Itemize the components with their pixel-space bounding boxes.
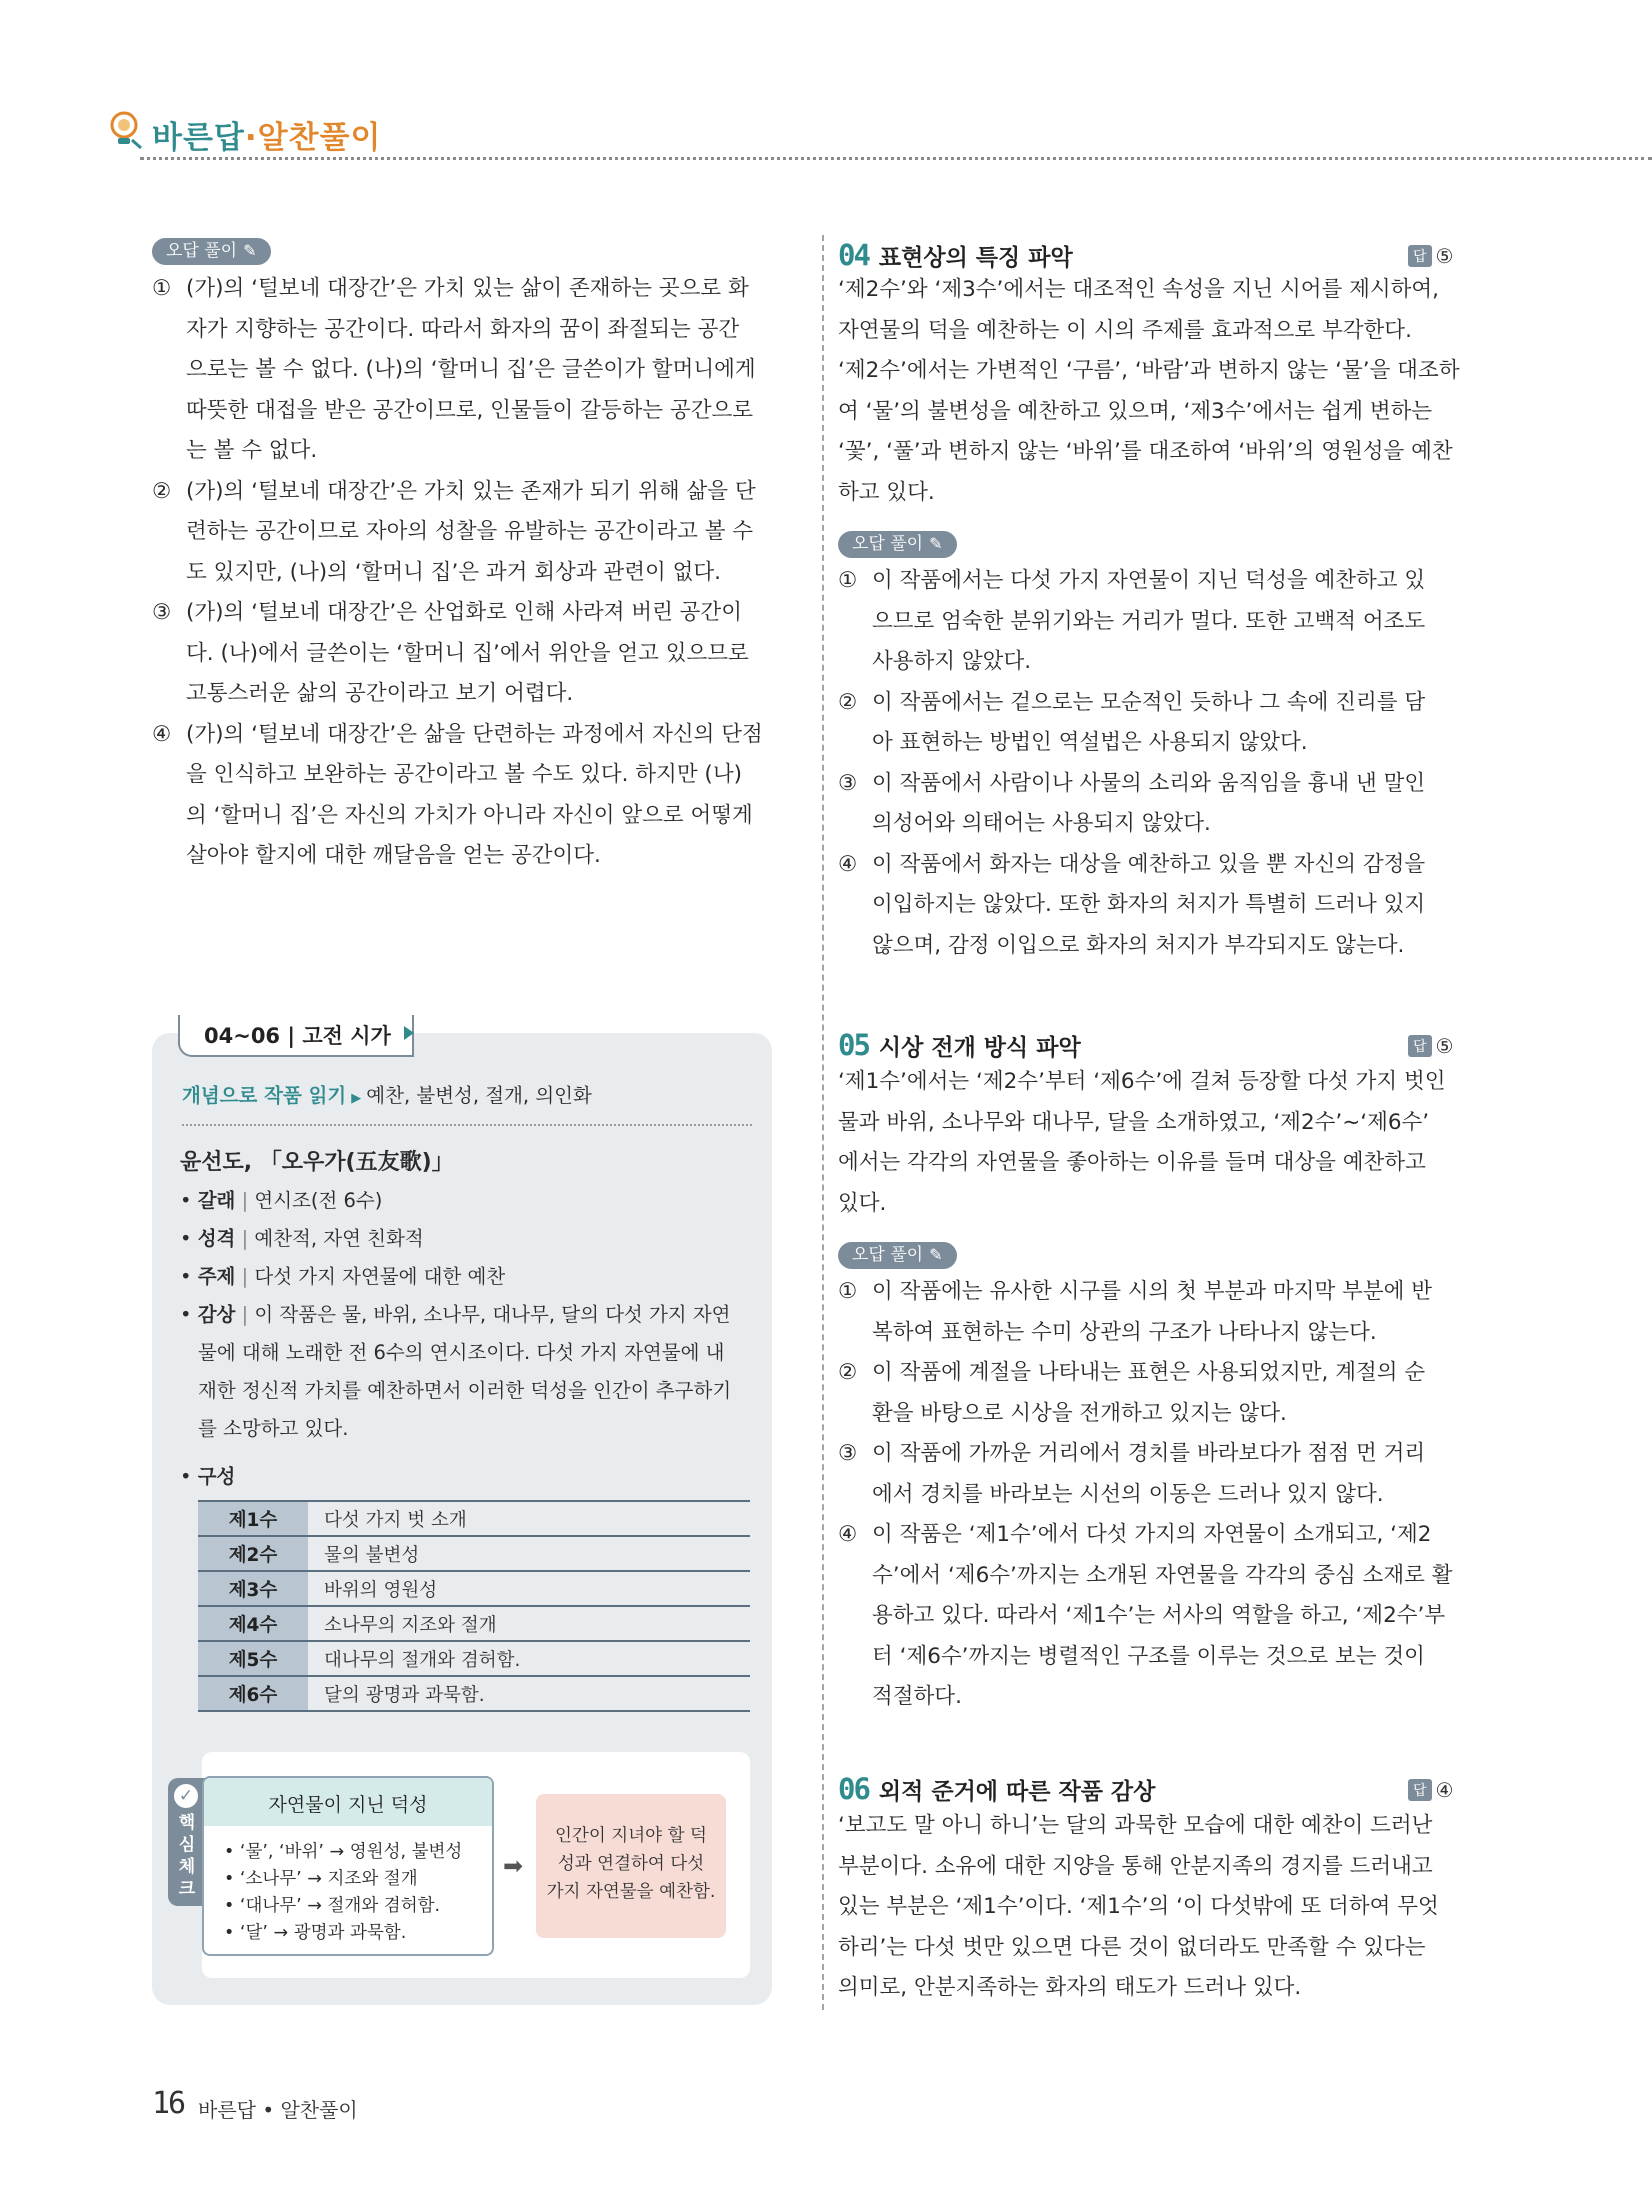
text-line: 아 표현하는 방법인 역설법은 사용되지 않았다. (872, 730, 1308, 755)
item-number: ② (152, 478, 172, 504)
item-lines (872, 1272, 1432, 1353)
text-line: (가)의 ‘털보네 대장간’은 가치 있는 존재가 되기 위해 삶을 단 (186, 478, 756, 504)
info-value: 이 작품은 물, 바위, 소나무, 대나무, 달의 다섯 가지 자연 (254, 1303, 731, 1326)
structure-value: 물의 불변성 (308, 1536, 750, 1571)
item-lines (872, 1353, 1425, 1434)
box-tab-label: 04~06 | 고전 시가 (204, 1024, 391, 1048)
result-text (536, 1822, 726, 1906)
structure-value: 다섯 가지 벗 소개 (308, 1501, 750, 1536)
text-line: 터 ‘제6수’까지는 병렬적인 구조를 이루는 것으로 보는 것이 (872, 1643, 1425, 1669)
column-divider (822, 235, 824, 2010)
section-number: 04 (838, 238, 869, 272)
text-line: 복하여 표현하는 수미 상관의 구조가 나타나지 않는다. (872, 1319, 1377, 1345)
pencil-icon: ✎ (929, 534, 943, 553)
structure-key: 제6수 (198, 1676, 308, 1711)
text-line: 물과 바위, 소나무와 대나무, 달을 소개하였고, ‘제2수’~‘제6수’ (838, 1109, 1430, 1135)
tab-triangle-icon (404, 1026, 414, 1040)
structure-key: 제4수 (198, 1606, 308, 1641)
answer-value: ④ (1435, 1778, 1454, 1802)
text-line: 하고 있다. (838, 479, 935, 505)
list-item (838, 1515, 1452, 1718)
wrong-explanations (838, 561, 1425, 966)
result-line: 가지 자연물을 예찬함. (546, 1882, 716, 1902)
section-header (838, 1028, 1081, 1062)
core-check-char: 체 (178, 1857, 196, 1877)
structure-value: 소나무의 지조와 절개 (308, 1606, 750, 1641)
item-number: ③ (838, 770, 858, 796)
info-item: • 주제 | 다섯 가지 자연물에 대한 예찬 (180, 1265, 506, 1288)
virtue-item: • ‘물’, ‘바위’ → 영원성, 불변성 (224, 1842, 463, 1862)
pill-label: 오답 풀이 (852, 534, 924, 554)
text-line: 이 작품에 가까운 거리에서 경치를 바라보다가 점점 먼 거리 (872, 1441, 1426, 1466)
item-number: ③ (838, 1441, 858, 1466)
text-line: 사용하지 않았다. (872, 649, 1032, 674)
item-lines (186, 593, 749, 715)
text-line: 여 ‘물’의 불변성을 예찬하고 있으며, ‘제3수’에서는 쉽게 변하는 (838, 398, 1433, 424)
wrong-answer-pill (838, 1242, 957, 1269)
info-continuation: 를 소망하고 있다. (198, 1417, 349, 1440)
pencil-icon: ✎ (243, 241, 257, 260)
text-line: 이 작품은 ‘제1수’에서 다섯 가지의 자연물이 소개되고, ‘제2 (872, 1522, 1432, 1547)
text-line: (가)의 ‘털보네 대장간’은 가치 있는 삶이 존재하는 곳으로 화 (186, 276, 749, 301)
section-header (838, 1772, 1155, 1806)
table-row (198, 1501, 750, 1536)
section-number: 05 (838, 1028, 869, 1062)
info-value: 다섯 가지 자연물에 대한 예찬 (254, 1265, 506, 1288)
list-item (152, 715, 763, 877)
section-body (838, 1062, 1446, 1224)
item-lines (872, 1434, 1425, 1515)
list-item (152, 269, 763, 472)
text-line: 부분이다. 소유에 대한 지양을 통해 안분지족의 경지를 드러내고 (838, 1853, 1433, 1879)
item-number: ① (838, 568, 858, 593)
work-title: 윤선도, 「오우가(五友歌)」 (180, 1150, 454, 1175)
text-line: 의미로, 안분지족하는 화자의 태도가 드러나 있다. (838, 1975, 1302, 2000)
text-line: 자연물의 덕을 예찬하는 이 시의 주제를 효과적으로 부각한다. (838, 317, 1412, 343)
text-line: 수’에서 ‘제6수’까지는 소개된 자연물을 각각의 중심 소재로 활 (872, 1562, 1453, 1588)
structure-table (198, 1500, 750, 1712)
item-lines (186, 269, 756, 472)
section-body (838, 270, 1460, 513)
section-body (838, 1806, 1439, 2009)
item-number: ① (152, 276, 172, 301)
item-lines (186, 715, 763, 877)
item-lines (872, 1515, 1452, 1718)
item-number: ④ (152, 721, 172, 747)
text-line: 으로는 볼 수 없다. (나)의 ‘할머니 집’은 글쓴이가 할머니에게 (186, 357, 756, 382)
triangle-right-icon: ▶ (351, 1091, 362, 1106)
structure-key: 제5수 (198, 1641, 308, 1676)
section-title: 표현상의 특징 파악 (878, 245, 1073, 271)
list-item (838, 845, 1425, 967)
item-number: ④ (838, 1522, 858, 1547)
answer-mark (1408, 1034, 1453, 1058)
structure-value: 바위의 영원성 (308, 1571, 750, 1606)
info-continuation: 물에 대해 노래한 전 6수의 연시조이다. 다섯 가지 자연물에 내 (198, 1341, 725, 1364)
table-row (198, 1536, 750, 1571)
text-line: 적절하다. (872, 1684, 962, 1709)
page-header-title: 바른답·알찬풀이 (152, 120, 382, 156)
item-lines (186, 472, 756, 594)
pill-label: 오답 풀이 (852, 1245, 924, 1265)
text-line: 따뜻한 대접을 받은 공간이므로, 인물들이 갈등하는 공간으로 (186, 397, 754, 423)
answer-label: 답 (1408, 245, 1432, 267)
text-line: 의성어와 의태어는 사용되지 않았다. (872, 811, 1211, 836)
text-line: ‘보고도 말 아니 하니’는 달의 과묵한 모습에 대한 예찬이 드러난 (838, 1813, 1433, 1838)
answer-label: 답 (1408, 1035, 1432, 1057)
concept-line: 개념으로 작품 읽기 ▶ 예찬, 불변성, 절개, 의인화 (182, 1084, 592, 1107)
text-line: 이 작품에서 화자는 대상을 예찬하고 있을 뿐 자신의 감정을 (872, 851, 1426, 877)
structure-key: 제1수 (198, 1501, 308, 1536)
info-item: • 감상 | 이 작품은 물, 바위, 소나무, 대나무, 달의 다섯 가지 자연 (180, 1303, 731, 1326)
info-key: 감상 (197, 1303, 236, 1326)
structure-value: 대나무의 절개와 겸허함. (308, 1641, 750, 1676)
text-line: 이 작품에 계절을 나타내는 표현은 사용되었지만, 계절의 순 (872, 1360, 1426, 1385)
list-item (152, 472, 763, 594)
text-line: 이 작품에서 사람이나 사물의 소리와 움직임을 흉내 낸 말인 (872, 770, 1426, 796)
info-value: 예찬적, 자연 친화적 (254, 1227, 424, 1250)
table-row (198, 1571, 750, 1606)
text-line: ‘꽃’, ‘풀’과 변하지 않는 ‘바위’를 대조하여 ‘바위’의 영원성을 예찬 (838, 439, 1453, 464)
text-line: 도 있지만, (나)의 ‘할머니 집’은 과거 회상과 관련이 없다. (186, 559, 721, 585)
list-item (838, 561, 1425, 683)
text-line: ‘제2수’와 ‘제3수’에서는 대조적인 속성을 지닌 시어를 제시하여, (838, 277, 1439, 302)
text-line: 고통스러운 삶의 공간이라고 보기 어렵다. (186, 681, 574, 706)
structure-value: 달의 광명과 과묵함. (308, 1676, 750, 1711)
concept-dotted-rule (182, 1124, 752, 1126)
footer-title: 바른답 • 알찬풀이 (198, 2098, 358, 2122)
structure-key: 제3수 (198, 1571, 308, 1606)
list-item (152, 593, 763, 715)
section-title: 시상 전개 방식 파악 (878, 1035, 1081, 1061)
info-value: 연시조(전 6수) (254, 1189, 383, 1212)
list-item (838, 1272, 1452, 1353)
text-line: 련하는 공간이므로 자아의 성찰을 유발하는 공간이라고 볼 수 (186, 519, 754, 544)
result-line: 성과 연결하여 다섯 (557, 1854, 705, 1874)
info-key: 성격 (197, 1227, 236, 1250)
table-row (198, 1641, 750, 1676)
answer-label: 답 (1408, 1779, 1432, 1801)
item-number: ① (838, 1279, 858, 1304)
text-line: 있다. (838, 1190, 887, 1216)
virtue-item: • ‘달’ → 광명과 과묵함. (224, 1923, 407, 1943)
list-item (838, 683, 1425, 764)
lightbulb-icon (108, 110, 144, 150)
left-wrong-explanations (152, 269, 763, 877)
text-line: 을 인식하고 보완하는 공간이라고 볼 수도 있다. 하지만 (나) (186, 762, 742, 787)
structure-key: 제2수 (198, 1536, 308, 1571)
table-row (198, 1676, 750, 1711)
info-item: • 성격 | 예찬적, 자연 친화적 (180, 1227, 424, 1250)
text-line: 에서는 각각의 자연물을 좋아하는 이유를 들며 대상을 예찬하고 (838, 1150, 1426, 1175)
text-line: (가)의 ‘털보네 대장간’은 산업화로 인해 사라져 버린 공간이 (186, 600, 742, 625)
info-item: • 갈래 | 연시조(전 6수) (180, 1189, 383, 1212)
text-line: 다. (나)에서 글쓴이는 ‘할머니 집’에서 위안을 얻고 있으므로 (186, 640, 749, 666)
text-line: 살아야 할지에 대한 깨달음을 얻는 공간이다. (186, 843, 601, 868)
text-line: 용하고 있다. 따라서 ‘제1수’는 서사의 역할을 하고, ‘제2수’부 (872, 1603, 1446, 1628)
text-line: 이 작품에서는 다섯 가지 자연물이 지닌 덕성을 예찬하고 있 (872, 568, 1426, 593)
info-key: 주제 (197, 1265, 236, 1288)
text-line: 이 작품에서는 겉으로는 모순적인 듯하나 그 속에 진리를 담 (872, 689, 1426, 715)
wrong-answer-pill (838, 531, 957, 558)
page-number: 16 (152, 2086, 185, 2121)
list-item (838, 1353, 1452, 1434)
text-line: 는 볼 수 없다. (186, 438, 318, 463)
list-item (838, 764, 1425, 845)
text-line: 환을 바탕으로 시상을 전개하고 있지는 않다. (872, 1400, 1287, 1426)
item-number: ④ (838, 851, 858, 877)
arrow-right-icon: ➡ (503, 1852, 524, 1880)
item-number: ② (838, 689, 858, 715)
text-line: 이 작품에는 유사한 시구를 시의 첫 부분과 마지막 부분에 반 (872, 1279, 1432, 1304)
text-line: ‘제1수’에서는 ‘제2수’부터 ‘제6수’에 걸쳐 등장할 다섯 가지 벗인 (838, 1069, 1446, 1094)
wrong-answer-pill: 오답 풀이 ✎ (152, 238, 271, 265)
info-key: 갈래 (197, 1189, 236, 1212)
answer-value: ⑤ (1435, 1034, 1454, 1058)
core-check-tab-label (168, 1812, 206, 1900)
text-line: 않으며, 감정 이입으로 화자의 처지가 부각되지도 않는다. (872, 932, 1405, 958)
virtue-item: • ‘소나무’ → 지조와 절개 (224, 1869, 418, 1889)
result-line: 인간이 지녀야 할 덕 (555, 1826, 707, 1846)
structure-label: • 구성 (180, 1465, 236, 1488)
text-line: ‘제2수’에서는 가변적인 ‘구름’, ‘바람’과 변하지 않는 ‘물’을 대조하 (838, 358, 1460, 383)
text-line: 있는 부분은 ‘제1수’이다. ‘제1수’의 ‘이 다섯밖에 또 더하여 무엇 (838, 1894, 1439, 1919)
item-lines (872, 764, 1425, 845)
core-check-char: 크 (178, 1879, 196, 1899)
text-line: 에서 경치를 바라보는 시선의 이동은 드러나 있지 않다. (872, 1481, 1384, 1507)
virtue-item: • ‘대나무’ → 절개와 겸허함. (224, 1896, 441, 1916)
virtue-box-title: 자연물이 지닌 덕성 (268, 1794, 428, 1816)
text-line: 자가 지향하는 공간이다. 따라서 화자의 꿈이 좌절되는 공간 (186, 316, 740, 342)
answer-mark (1408, 244, 1453, 268)
list-item (838, 1434, 1452, 1515)
section-number: 06 (838, 1772, 869, 1806)
info-continuation: 재한 정신적 가치를 예찬하면서 이러한 덕성을 인간이 추구하기 (198, 1379, 732, 1402)
text-line: 이입하지는 않았다. 또한 화자의 처지가 특별히 드러나 있지 (872, 892, 1426, 917)
core-check-char: 핵 (178, 1813, 196, 1833)
text-line: 하리’는 다섯 벗만 있으면 다른 것이 없더라도 만족할 수 있다는 (838, 1934, 1426, 1960)
pencil-icon: ✎ (929, 1245, 943, 1264)
check-icon: ✓ (174, 1784, 198, 1808)
item-number: ③ (152, 600, 172, 625)
text-line: 의 ‘할머니 집’은 자신의 가치가 아니라 자신이 앞으로 어떻게 (186, 802, 753, 828)
text-line: 으므로 엄숙한 분위기와는 거리가 멀다. 또한 고백적 어조도 (872, 608, 1426, 634)
answer-value: ⑤ (1435, 244, 1454, 268)
text-line: (가)의 ‘털보네 대장간’은 삶을 단련하는 과정에서 자신의 단점 (186, 721, 763, 747)
core-check-char: 심 (178, 1835, 196, 1855)
section-header (838, 238, 1073, 272)
answer-mark (1408, 1778, 1453, 1802)
wrong-explanations (838, 1272, 1452, 1718)
item-lines (872, 845, 1425, 967)
table-row (198, 1606, 750, 1641)
item-number: ② (838, 1360, 858, 1385)
header-dotted-rule (140, 157, 1652, 160)
item-lines (872, 561, 1425, 683)
item-lines (872, 683, 1425, 764)
section-title: 외적 준거에 따른 작품 감상 (878, 1779, 1156, 1805)
